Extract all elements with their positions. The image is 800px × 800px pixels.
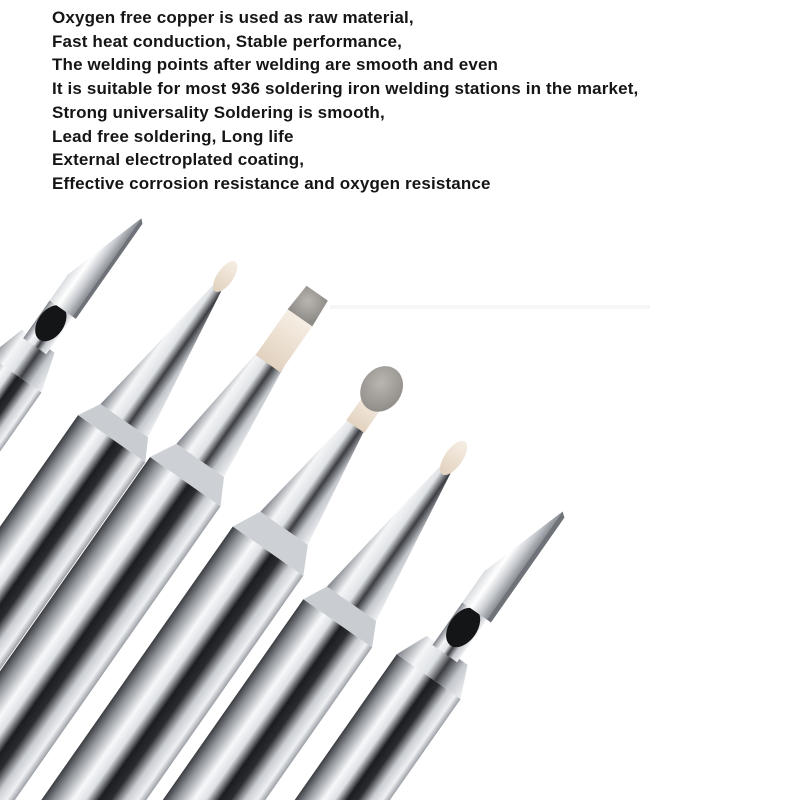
feature-line: External electroplated coating, — [52, 150, 305, 170]
feature-line: Strong universality Soldering is smooth, — [52, 102, 385, 122]
feature-line: The welding points after welding are smooth and even — [52, 55, 499, 75]
feature-line: Oxygen free copper is used as raw material, — [52, 8, 414, 27]
feature-description — [52, 6, 792, 196]
feature-line: Effective corrosion resistance and oxygen resistance — [52, 173, 491, 193]
feature-line: Lead free soldering, Long life — [52, 126, 294, 146]
feature-line: Fast heat conduction, Stable performance, — [52, 31, 402, 51]
feature-line: It is suitable for most 936 soldering iron welding stations in the market, — [52, 79, 639, 99]
